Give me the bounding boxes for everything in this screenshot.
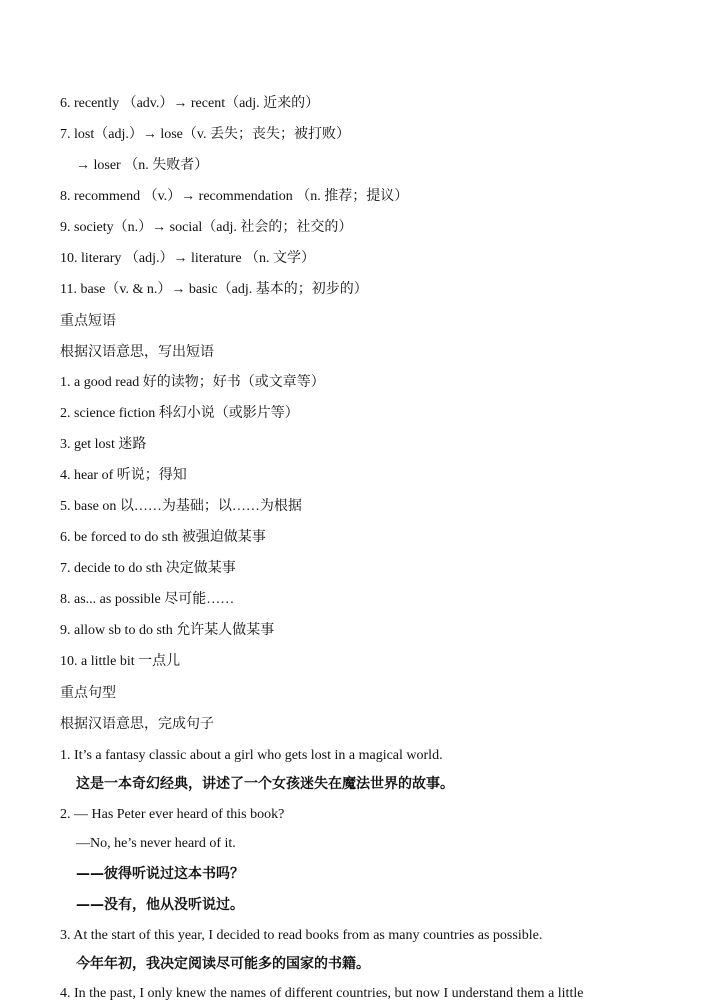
word-item-8: 8. recommend （v.）→ recommendation （n. 推荐；提议） xyxy=(60,189,409,204)
sentence-2-english-answer: —No, he’s never heard of it. xyxy=(76,836,236,851)
sentence-3-english: 3. At the start of this year, I decided to read books from as many countries as possible. xyxy=(60,928,543,943)
sentence-1-chinese: 这是一本奇幻经典，讲述了一个女孩迷失在魔法世界的故事。 xyxy=(76,776,454,792)
phrases-instruction: 根据汉语意思，写出短语 xyxy=(60,344,214,360)
phrase-item-2: 2. science fiction 科幻小说（或影片等） xyxy=(60,406,299,421)
phrase-item-6: 6. be forced to do sth 被强迫做某事 xyxy=(60,530,266,545)
sentence-2-chinese-question: ——彼得听说过这本书吗？ xyxy=(76,866,244,882)
phrase-item-7: 7. decide to do sth 决定做某事 xyxy=(60,561,236,576)
phrase-item-5: 5. base on 以……为基础；以……为根据 xyxy=(60,499,302,514)
sentences-instruction: 根据汉语意思，完成句子 xyxy=(60,716,214,732)
phrases-heading: 重点短语 xyxy=(60,313,116,329)
phrase-item-1: 1. a good read 好的读物；好书（或文章等） xyxy=(60,375,325,390)
word-item-7: 7. lost（adj.）→ lose（v. 丢失；丧失；被打败） xyxy=(60,127,350,142)
phrase-item-8: 8. as... as possible 尽可能…… xyxy=(60,592,235,607)
phrase-item-3: 3. get lost 迷路 xyxy=(60,437,147,452)
word-item-7-sub: → loser （n. 失败者） xyxy=(76,158,209,173)
phrase-item-10: 10. a little bit 一点儿 xyxy=(60,654,181,669)
sentence-4-english: 4. In the past, I only knew the names of different countries, but now I understand them a little xyxy=(60,986,584,1001)
sentence-1-english: 1. It’s a fantasy classic about a girl who gets lost in a magical world. xyxy=(60,748,443,763)
word-item-10: 10. literary （adj.）→ literature （n. 文学） xyxy=(60,251,316,266)
phrase-item-4: 4. hear of 听说；得知 xyxy=(60,468,187,483)
sentence-2-english-question: 2. — Has Peter ever heard of this book? xyxy=(60,807,285,822)
sentences-heading: 重点句型 xyxy=(60,685,116,701)
word-item-11: 11. base（v. & n.）→ basic（adj. 基本的；初步的） xyxy=(60,282,368,297)
sentence-2-chinese-answer: ——没有，他从没听说过。 xyxy=(76,897,244,913)
sentence-3-chinese: 今年年初，我决定阅读尽可能多的国家的书籍。 xyxy=(76,956,370,972)
word-item-6: 6. recently （adv.）→ recent（adj. 近来的） xyxy=(60,96,320,111)
phrase-item-9: 9. allow sb to do sth 允许某人做某事 xyxy=(60,623,275,638)
word-item-9: 9. society（n.）→ social（adj. 社会的；社交的） xyxy=(60,220,353,235)
